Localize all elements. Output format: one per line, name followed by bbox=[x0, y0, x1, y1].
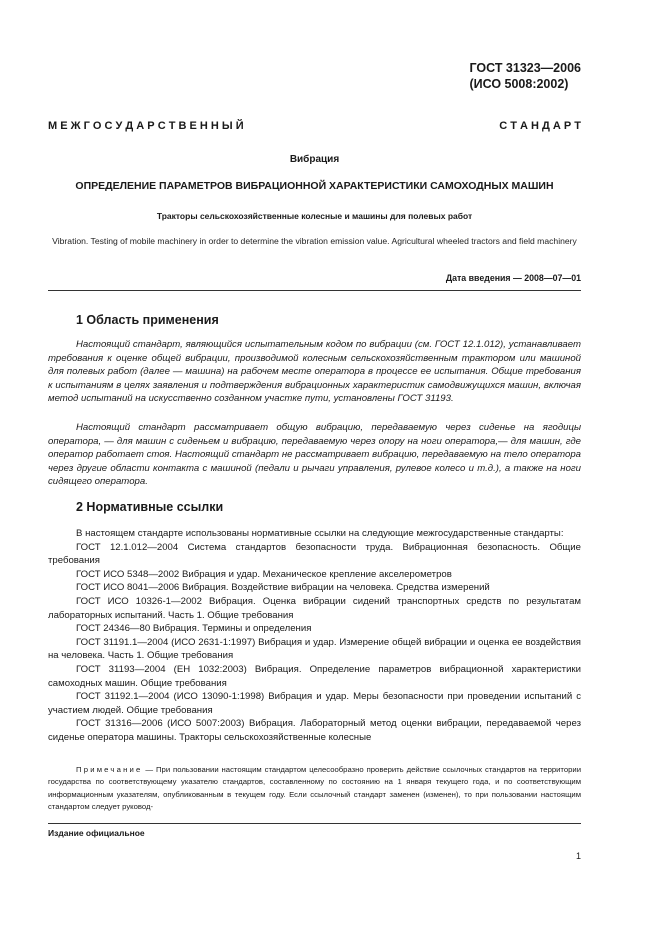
section-2-heading: 2 Нормативные ссылки bbox=[76, 500, 224, 514]
header-divider bbox=[48, 290, 581, 291]
reference-item: ГОСТ ИСО 5348—2002 Вибрация и удар. Механическое крепление акселерометров bbox=[76, 568, 452, 580]
reference-item: ГОСТ 24346—80 Вибрация. Термины и определения bbox=[76, 623, 312, 635]
references-intro: В настоящем стандарте использованы нормативные ссылки на следующие межгосударственные стандарты: bbox=[76, 528, 564, 539]
title-main: ОПРЕДЕЛЕНИЕ ПАРАМЕТРОВ ВИБРАЦИОННОЙ ХАРАКТЕРИСТИКИ САМОХОДНЫХ МАШИН bbox=[75, 180, 554, 192]
reference-item: ГОСТ 31191.1—2004 (ИСО 2631-1:1997) Вибрация и удар. Измерение общей вибрации и оценка ее воздействия на человека. Часть 1. Общие требования bbox=[48, 636, 581, 662]
document-code bbox=[469, 60, 581, 92]
reference-item: ГОСТ 31193—2004 (ЕН 1032:2003) Вибрация. Определение параметров вибрационной характеристики самоходных машин. Общие требования bbox=[48, 663, 581, 689]
reference-item: ГОСТ 31316—2006 (ИСО 5007:2003) Вибрация. Лабораторный метод оценки вибрации, передаваемой через сиденье оператора машины. Тракторы сельскохозяйственные колесные bbox=[48, 718, 581, 743]
reference-item: ГОСТ ИСО 8041—2006 Вибрация. Воздействие вибрации на человека. Средства измерений bbox=[76, 582, 490, 594]
iso-number: (ИСО 5008:2002) bbox=[469, 77, 569, 91]
reference-item: ГОСТ 12.1.012—2004 Система стандартов безопасности труда. Вибрационная безопасность. Общие требования bbox=[48, 541, 581, 567]
page-number: 1 bbox=[575, 851, 581, 861]
reference-item: ГОСТ ИСО 10326-1—2002 Вибрация. Оценка вибрации сидений транспортных средств по результатам лабораторных испытаний. Часть 1. Общие требования bbox=[48, 595, 581, 621]
introduction-date: Дата введения — 2008—07—01 bbox=[445, 273, 581, 283]
title-english: Vibration. Testing of mobile machinery in order to determine the vibration emission value. Agricultural wheeled tractors and field machinery bbox=[52, 236, 577, 246]
standard-banner bbox=[48, 120, 581, 132]
reference-item: ГОСТ 31192.1—2004 (ИСО 13090-1:1998) Вибрация и удар. Меры безопасности при проведении испытаний с участием людей. Общие требования bbox=[48, 691, 581, 716]
edition-label: Издание официальное bbox=[48, 828, 145, 838]
section-1-paragraph-2: Настоящий стандарт рассматривает общую вибрацию, передаваемую через сиденье на ягодицы оператора, — для машин с сиденьем и вибрацию, передаваемую через опору на ноги оператора,— для машин, где оператор работает стоя. Настоящий стандарт не рассматривает вибрацию, передаваемую на тело оператора через другие области контакта с машиной (педали и рычаги управления, рулевое колесо и т.д.), а также на ноги сидящего оператора. bbox=[48, 422, 581, 488]
normative-references bbox=[48, 527, 581, 745]
footer-divider bbox=[48, 823, 581, 824]
references-note bbox=[48, 764, 581, 814]
banner-right: С Т А Н Д А Р Т bbox=[499, 120, 581, 132]
note-label: Примечание bbox=[76, 765, 143, 774]
title-subject: Вибрация bbox=[289, 154, 340, 165]
note-text: — При пользовании настоящим стандартом целесообразно проверить действие ссылочных стандартов на территории государства по соответствующему указателю стандартов, составленному по состоянию на 1 января текущего года, и по соответствующим информационным указателям, опубликованным в текущем году. Если ссылочный стандарт заменен (изменен), то при пользовании настоящим стандартом следует руковод- bbox=[48, 765, 581, 812]
gost-number: ГОСТ 31323—2006 bbox=[469, 61, 581, 75]
banner-left: М Е Ж Г О С У Д А Р С Т В Е Н Н Ы Й bbox=[48, 120, 244, 132]
section-1-paragraph-1: Настоящий стандарт, являющийся испытательным кодом по вибрации (см. ГОСТ 12.1.012), устанавливает требования к оценке общей вибрации, производимой колесным сельскохозяйственным трактором или машиной для полевых работ (далее — машина) на рабочем месте оператора в процессе ее испытания. Общие требования к испытаниям в целях заявления и подтверждения вибрационных характеристик самодвижущихся машин, включая метод испытаний на искусственно созданном участке пути, установлены ГОСТ 31193. bbox=[48, 339, 581, 405]
title-part: Тракторы сельскохозяйственные колесные и машины для полевых работ bbox=[156, 211, 473, 221]
section-1-heading: 1 Область применения bbox=[76, 313, 219, 327]
